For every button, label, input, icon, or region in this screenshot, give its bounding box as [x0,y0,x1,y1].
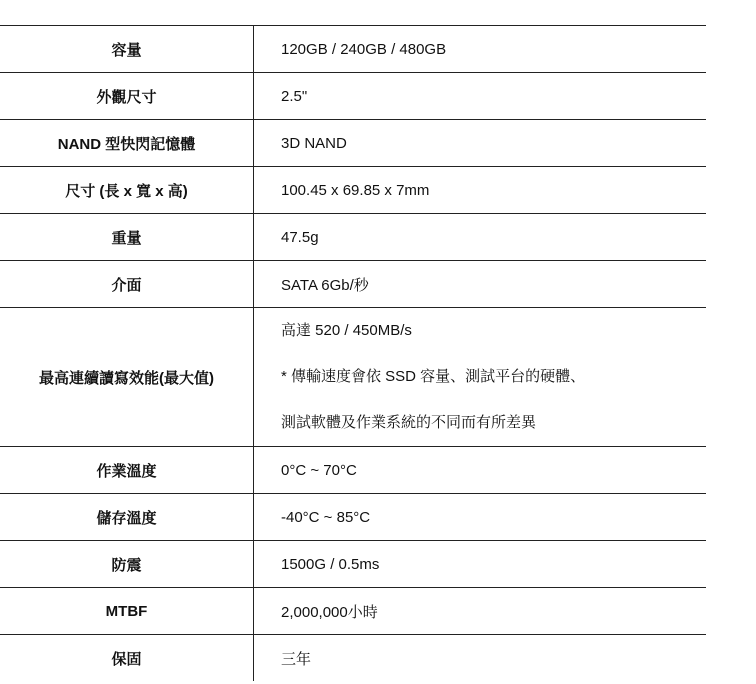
performance-lines [281,308,706,446]
spec-row-warranty [0,635,706,682]
spec-table [0,25,706,681]
spec-label: 介面 [0,261,254,308]
spec-value: 1500G / 0.5ms [254,541,707,588]
spec-value: 47.5g [254,214,707,261]
spec-value: 120GB / 240GB / 480GB [254,26,707,73]
spec-value: 3D NAND [254,120,707,167]
spec-label: 重量 [0,214,254,261]
performance-line: 高達 520 / 450MB/s [281,322,412,339]
spec-row-mtbf [0,588,706,635]
spec-label: 保固 [0,635,254,682]
spec-value: 2,000,000小時 [254,588,707,635]
spec-label: 容量 [0,26,254,73]
spec-value: 三年 [281,650,312,668]
spec-label: 最高連續讀寫效能(最大值) [0,308,254,447]
spec-row-weight [0,214,706,261]
spec-label: MTBF [0,588,254,635]
spec-row-dimensions [0,167,706,214]
spec-row-nand-type [0,120,706,167]
spec-value: -40°C ~ 85°C [254,494,707,541]
spec-label: 作業溫度 [0,447,254,494]
spec-row-capacity [0,26,706,73]
spec-label: 儲存溫度 [0,494,254,541]
spec-row-interface [0,261,706,308]
spec-value: SATA 6Gb/秒 [254,261,707,308]
spec-row-performance [0,308,706,447]
spec-value: 0°C ~ 70°C [254,447,707,494]
spec-label: 尺寸 (長 x 寬 x 高) [0,167,254,214]
spec-value [254,308,707,447]
spec-row-storage-temperature [0,494,706,541]
spec-row-operating-temperature [0,447,706,494]
spec-row-shock [0,541,706,588]
spec-row-form-factor [0,73,706,120]
spec-label: 外觀尺寸 [0,73,254,120]
performance-note-line: 測試軟體及作業系統的不同而有所差異 [281,414,537,431]
spec-value: 100.45 x 69.85 x 7mm [254,167,707,214]
spec-label: NAND 型快閃記憶體 [0,120,254,167]
performance-note-line: * 傳輸速度會依 SSD 容量、測試平台的硬體、 [281,368,586,385]
spec-value: 2.5" [254,73,707,120]
spec-label: 防震 [0,541,254,588]
